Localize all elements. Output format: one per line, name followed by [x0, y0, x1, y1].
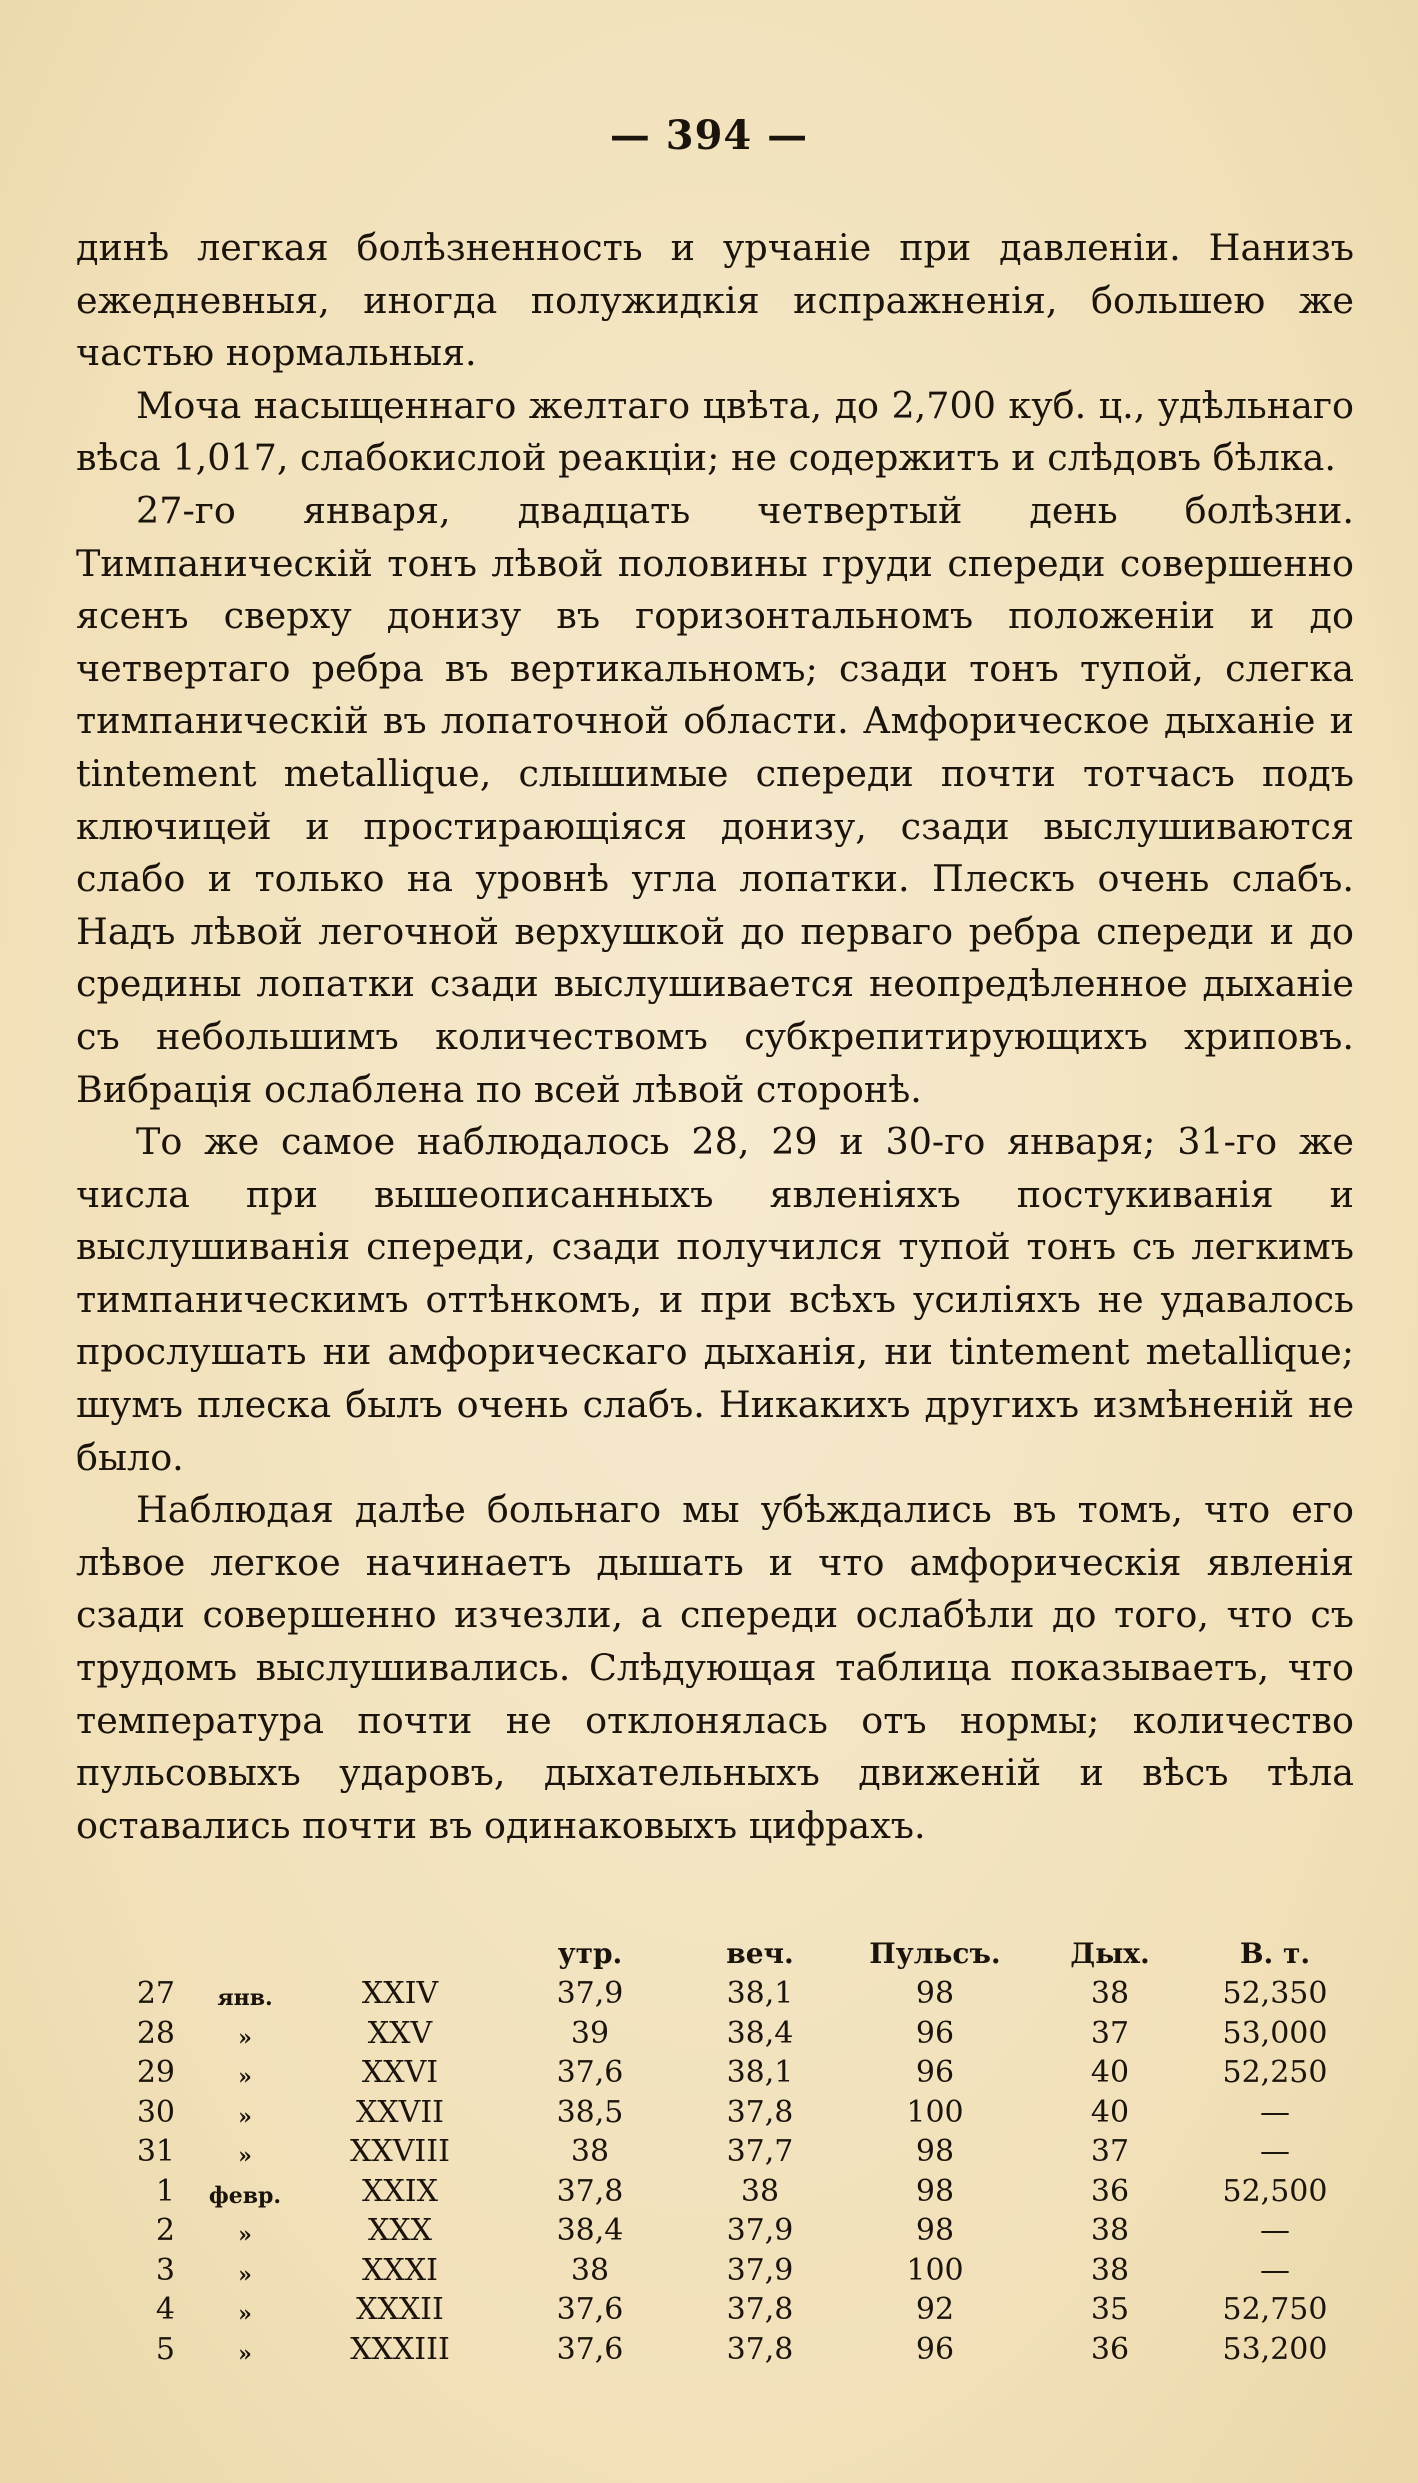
paragraph-1: динѣ легкая болѣзненность и урчаніе при давленіи. Нанизъ ежедневныя, иногда полужидкія испражненія, большею же частью нормальныя.: [76, 226, 1354, 375]
cell-evening-temp: 37,7: [726, 2134, 794, 2169]
cell-morning-temp: 37,8: [556, 2173, 624, 2209]
header-morning: утр.: [557, 1937, 623, 1970]
cell-illness-day: XXIV: [361, 1976, 439, 2011]
cell-illness-day: XXXI: [362, 2252, 438, 2288]
cell-morning-temp: 38,4: [556, 2213, 624, 2248]
cell-month: »: [238, 2064, 252, 2090]
cell-body-weight: 52,750: [1222, 2292, 1328, 2327]
cell-pulse: 98: [915, 1976, 955, 2011]
cell-day: 3: [155, 2252, 175, 2288]
paragraph-4: То же самое наблюдалось 28, 29 и 30-го января; 31-го же числа при вышеописанныхъ явленіяхъ постукиванія и выслушиванія спереди, сзади получился тупой тонъ съ легкимъ тимпаническимъ оттѣнкомъ, и при всѣхъ усиліяхъ не удавалось прослушать ни амфорическаго дыханія, ни tintement metallique; шумъ плеска былъ очень слабъ. Никакихъ другихъ измѣненій не было.: [76, 1120, 1354, 1479]
cell-morning-temp: 37,9: [556, 1976, 624, 2011]
body-text: [76, 222, 1354, 1852]
cell-day: 2: [155, 2213, 175, 2248]
cell-respiration: 36: [1090, 2331, 1130, 2367]
header-respiration: Дых.: [1070, 1937, 1150, 1970]
cell-month: »: [238, 2261, 252, 2288]
cell-morning-temp: 37,6: [556, 2292, 624, 2327]
cell-pulse: 96: [915, 2015, 955, 2051]
cell-illness-day: XXVII: [355, 2094, 445, 2130]
cell-evening-temp: 38,4: [726, 2015, 794, 2051]
cell-day: 28: [136, 2015, 175, 2051]
cell-body-weight: —: [1260, 2094, 1290, 2130]
cell-pulse: 98: [915, 2134, 955, 2169]
cell-month: »: [238, 2103, 252, 2130]
cell-month: »: [238, 2222, 252, 2248]
cell-morning-temp: 38: [570, 2252, 610, 2288]
page-number: — 394 —: [609, 112, 809, 159]
cell-respiration: 38: [1090, 1976, 1130, 2011]
cell-respiration: 38: [1090, 2252, 1130, 2288]
cell-respiration: 37: [1090, 2134, 1130, 2169]
cell-pulse: 100: [906, 2094, 964, 2130]
cell-body-weight: 53,000: [1222, 2015, 1328, 2051]
cell-month: янв.: [217, 1985, 273, 2011]
cell-day: 27: [136, 1976, 175, 2011]
cell-body-weight: 52,350: [1222, 1976, 1328, 2011]
paragraph-3: 27-го января, двадцать четвертый день болѣзни. Тимпаническій тонъ лѣвой половины груди спереди совершенно ясенъ сверху донизу въ горизонтальномъ положеніи и до четвертаго ребра въ вертикальномъ; сзади тонъ тупой, слегка тимпаническій въ лопаточной области. Амфорическое дыханіе и tintement metallique, слышимые спереди почти тотчасъ подъ ключицей и простирающіяся донизу, сзади выслушиваются слабо и только на уровнѣ угла лопатки. Плескъ очень слабъ. Надъ лѣвой легочной верхушкой до перваго ребра спереди и до средины лопатки сзади выслушивается неопредѣленное дыханіе съ небольшимъ количествомъ субкрепитирующихъ хриповъ. Вибрація ослаблена по всей лѣвой сторонѣ.: [76, 488, 1354, 1111]
cell-pulse: 96: [915, 2055, 955, 2090]
cell-pulse: 98: [915, 2173, 955, 2209]
cell-respiration: 36: [1090, 2173, 1130, 2209]
cell-illness-day: XXVIII: [350, 2134, 450, 2169]
cell-respiration: 38: [1090, 2213, 1130, 2248]
header-body-weight: В. т.: [1239, 1937, 1311, 1970]
cell-body-weight: —: [1260, 2213, 1290, 2248]
cell-day: 30: [136, 2094, 175, 2130]
cell-evening-temp: 37,9: [726, 2213, 794, 2248]
cell-morning-temp: 38,5: [556, 2094, 624, 2130]
cell-illness-day: XXXII: [356, 2292, 444, 2327]
cell-body-weight: 52,500: [1222, 2173, 1328, 2209]
cell-body-weight: —: [1260, 2252, 1290, 2288]
cell-evening-temp: 37,8: [726, 2292, 794, 2327]
header-evening: веч.: [726, 1937, 794, 1970]
cell-month: февр.: [208, 2182, 282, 2209]
cell-evening-temp: 38,1: [726, 2055, 794, 2090]
cell-month: »: [238, 2143, 252, 2169]
paragraph-2: Моча насыщеннаго желтаго цвѣта, до 2,700 куб. ц., удѣльнаго вѣса 1,017, слабокислой реакціи; не содержитъ и слѣдовъ бѣлка.: [76, 383, 1354, 480]
cell-morning-temp: 37,6: [556, 2331, 624, 2367]
cell-month: »: [238, 2340, 252, 2367]
cell-evening-temp: 38,1: [726, 1976, 794, 2011]
cell-morning-temp: 38: [570, 2134, 610, 2169]
cell-illness-day: XXV: [367, 2015, 433, 2051]
cell-body-weight: —: [1260, 2134, 1290, 2169]
cell-pulse: 96: [915, 2331, 955, 2367]
header-pulse: Пульсъ.: [869, 1937, 1001, 1970]
cell-pulse: 98: [915, 2213, 955, 2248]
cell-respiration: 35: [1090, 2292, 1130, 2327]
cell-month: »: [238, 2301, 252, 2327]
cell-body-weight: 53,200: [1222, 2331, 1328, 2367]
cell-illness-day: XXX: [367, 2213, 433, 2248]
cell-illness-day: XXXIII: [350, 2331, 450, 2367]
cell-respiration: 40: [1090, 2094, 1130, 2130]
cell-evening-temp: 38: [740, 2173, 780, 2209]
cell-day: 5: [155, 2331, 175, 2367]
cell-day: 29: [136, 2055, 175, 2090]
cell-pulse: 92: [915, 2292, 955, 2327]
cell-morning-temp: 39: [570, 2015, 610, 2051]
cell-day: 4: [155, 2292, 175, 2327]
cell-illness-day: XXIX: [362, 2173, 438, 2209]
cell-morning-temp: 37,6: [556, 2055, 624, 2090]
cell-evening-temp: 37,9: [726, 2252, 794, 2288]
cell-evening-temp: 37,8: [726, 2094, 794, 2130]
cell-month: »: [238, 2024, 252, 2051]
cell-illness-day: XXVI: [361, 2055, 439, 2090]
cell-day: 31: [136, 2134, 175, 2169]
cell-respiration: 37: [1090, 2015, 1130, 2051]
cell-body-weight: 52,250: [1222, 2055, 1328, 2090]
paragraph-5: Наблюдая далѣе больнаго мы убѣждались въ томъ, что его лѣвое легкое начинаетъ дышать и что амфорическія явленія сзади совершенно изчезли, а спереди ослабѣли до того, что съ трудомъ выслушивались. Слѣдующая таблица показываетъ, что температура почти не отклонялась отъ нормы; количество пульсовыхъ ударовъ, дыхательныхъ движеній и вѣсъ тѣла оставались почти въ одинаковыхъ цифрахъ.: [76, 1488, 1354, 1847]
cell-evening-temp: 37,8: [726, 2331, 794, 2367]
cell-respiration: 40: [1090, 2055, 1130, 2090]
cell-pulse: 100: [906, 2252, 964, 2288]
cell-day: 1: [155, 2173, 175, 2209]
